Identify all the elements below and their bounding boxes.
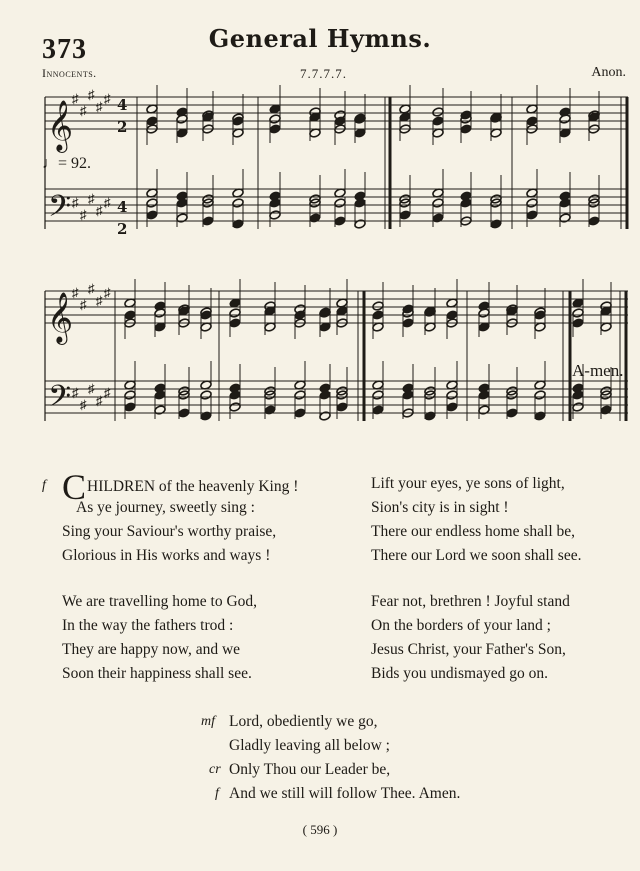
verse-line-text: And we still will follow Thee. Amen. bbox=[229, 785, 461, 802]
note-head bbox=[490, 219, 502, 229]
verse-line: There our endless home shall be, bbox=[371, 523, 576, 540]
note-head bbox=[572, 402, 584, 412]
sharp-sign: ♯ bbox=[88, 281, 95, 296]
verse-line: In the way the fathers trod : bbox=[62, 617, 234, 634]
sharp-sign: ♯ bbox=[72, 285, 79, 300]
sharp-sign: ♯ bbox=[96, 393, 103, 408]
section-title: General Hymns. bbox=[208, 24, 432, 53]
amen-label: A-men. bbox=[572, 361, 624, 380]
verse-line: Glorious in His works and ways ! bbox=[62, 547, 271, 564]
note-head bbox=[402, 318, 414, 328]
note-head bbox=[572, 308, 584, 318]
time-signature-bottom-bass: 2 bbox=[117, 220, 128, 238]
note-head bbox=[534, 411, 546, 421]
note-head bbox=[264, 405, 276, 415]
sharp-sign: ♯ bbox=[104, 285, 111, 300]
note-head bbox=[572, 318, 584, 328]
note-head bbox=[432, 107, 444, 117]
verse-line: There our Lord we soon shall see. bbox=[371, 547, 582, 564]
tune-name: Innocents. bbox=[42, 66, 97, 80]
verse-line: On the borders of your land ; bbox=[371, 617, 551, 634]
note-head bbox=[446, 390, 458, 400]
note-head bbox=[124, 390, 136, 400]
time-signature-bottom: 2 bbox=[117, 118, 128, 136]
note-head bbox=[354, 219, 366, 229]
verse-line: They are happy now, and we bbox=[62, 641, 241, 658]
verse-2 bbox=[62, 590, 257, 686]
verse-line: Lift your eyes, ye sons of light, bbox=[371, 475, 565, 492]
sharp-sign: ♯ bbox=[80, 297, 87, 312]
bass-clef-1: 𝄢 bbox=[48, 190, 72, 231]
verse-line: Sion's city is in sight ! bbox=[371, 499, 509, 516]
verse-line: Sing your Saviour's worthy praise, bbox=[62, 523, 277, 540]
note-head bbox=[154, 405, 166, 415]
verse-line bbox=[62, 467, 299, 507]
note-head bbox=[432, 213, 444, 223]
note-head bbox=[229, 308, 241, 318]
note-head bbox=[202, 216, 214, 226]
treble-clef-1: 𝄞 bbox=[47, 100, 74, 151]
dynamic-mark: cr bbox=[209, 762, 221, 777]
note-head bbox=[200, 390, 212, 400]
sharp-sign: ♯ bbox=[80, 103, 87, 118]
composer: Anon. bbox=[591, 65, 626, 80]
verse-3 bbox=[371, 472, 581, 568]
drop-cap: C bbox=[62, 467, 87, 507]
sharp-sign: ♯ bbox=[88, 87, 95, 102]
verse-line: Bids you undismayed go on. bbox=[371, 665, 548, 682]
sharp-sign: ♯ bbox=[80, 397, 87, 412]
sharp-sign: ♯ bbox=[88, 191, 95, 206]
sharp-sign: ♯ bbox=[96, 99, 103, 114]
note-head bbox=[526, 198, 538, 208]
meter: 7.7.7.7. bbox=[300, 66, 347, 81]
note-head bbox=[534, 390, 546, 400]
dynamic-mark: mf bbox=[201, 714, 215, 729]
hymn-number: 373 bbox=[42, 34, 87, 65]
sharp-sign: ♯ bbox=[72, 195, 79, 210]
note-head bbox=[399, 210, 411, 220]
verse-line bbox=[201, 710, 460, 734]
sharp-sign: ♯ bbox=[104, 385, 111, 400]
note-head bbox=[294, 408, 306, 418]
note-head bbox=[526, 210, 538, 220]
note-head bbox=[294, 390, 306, 400]
note-head bbox=[559, 213, 571, 223]
verse-line: We are travelling home to God, bbox=[62, 593, 258, 610]
note-head bbox=[269, 114, 281, 124]
note-head bbox=[372, 301, 384, 311]
note-head bbox=[232, 219, 244, 229]
note-head bbox=[336, 402, 348, 412]
note-head bbox=[506, 408, 518, 418]
sharp-sign: ♯ bbox=[104, 195, 111, 210]
note-head bbox=[309, 213, 321, 223]
verse-line-text: HILDREN of the heavenly King ! bbox=[87, 478, 299, 495]
note-head bbox=[269, 124, 281, 134]
sharp-sign: ♯ bbox=[72, 91, 79, 106]
note-head bbox=[424, 411, 436, 421]
verse-line: Fear not, brethren ! Joyful stand bbox=[371, 593, 570, 610]
page-number: ( 596 ) bbox=[302, 822, 338, 837]
note-head bbox=[334, 198, 346, 208]
note-head bbox=[372, 310, 384, 320]
sharp-sign: ♯ bbox=[96, 203, 103, 218]
verse-1 bbox=[42, 467, 299, 568]
verse-4 bbox=[371, 590, 570, 686]
note-head bbox=[319, 411, 331, 421]
note-head bbox=[269, 210, 281, 220]
bass-clef-2: 𝄢 bbox=[48, 380, 72, 421]
note-head bbox=[478, 405, 490, 415]
note-head bbox=[432, 198, 444, 208]
verse-line-text: Lord, obediently we go, bbox=[229, 713, 378, 730]
note-head bbox=[229, 402, 241, 412]
treble-clef-2: 𝄞 bbox=[47, 292, 74, 343]
note-head bbox=[446, 402, 458, 412]
tempo-marking: ♩= 92. bbox=[42, 155, 92, 172]
note-head bbox=[146, 198, 158, 208]
note-head bbox=[588, 216, 600, 226]
sharp-sign: ♯ bbox=[80, 207, 87, 222]
time-signature-top: 4 bbox=[117, 96, 128, 114]
verse-line: As ye journey, sweetly sing : bbox=[76, 499, 255, 516]
note-head bbox=[432, 116, 444, 126]
note-head bbox=[372, 390, 384, 400]
time-signature-top-bass: 4 bbox=[117, 198, 128, 216]
note-head bbox=[146, 210, 158, 220]
note-head bbox=[178, 408, 190, 418]
note-head bbox=[460, 124, 472, 134]
verse-5 bbox=[201, 710, 461, 806]
verse-line bbox=[209, 758, 460, 782]
dynamic-mark: f bbox=[215, 786, 219, 801]
sharp-sign: ♯ bbox=[96, 293, 103, 308]
sharp-sign: ♯ bbox=[104, 91, 111, 106]
sharp-sign: ♯ bbox=[88, 381, 95, 396]
verse-line bbox=[215, 782, 461, 806]
note-head bbox=[200, 411, 212, 421]
verse-line-text: Only Thou our Leader be, bbox=[229, 761, 391, 778]
note-head bbox=[232, 198, 244, 208]
sharp-sign: ♯ bbox=[72, 385, 79, 400]
note-head bbox=[229, 318, 241, 328]
note-head bbox=[334, 216, 346, 226]
note-head bbox=[600, 405, 612, 415]
dynamic-mark: f bbox=[42, 478, 46, 493]
verse-line: Jesus Christ, your Father's Son, bbox=[371, 641, 566, 658]
note-head bbox=[176, 213, 188, 223]
verse-line: Soon their happiness shall see. bbox=[62, 665, 252, 682]
verse-line bbox=[229, 734, 460, 758]
note-head bbox=[372, 405, 384, 415]
note-head bbox=[124, 402, 136, 412]
verse-line-text: Gladly leaving all below ; bbox=[229, 737, 390, 754]
